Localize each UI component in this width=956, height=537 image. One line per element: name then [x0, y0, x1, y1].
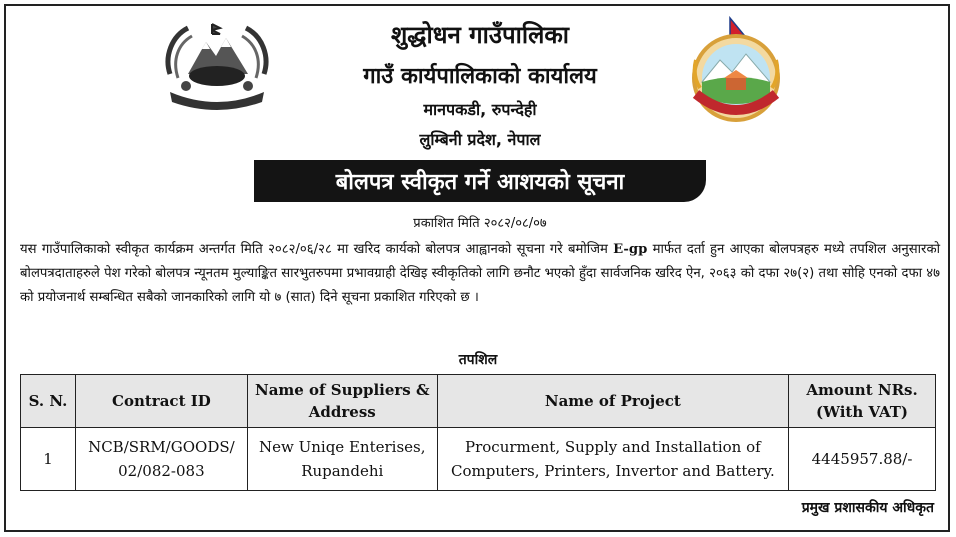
office-name: गाउँ कार्यपालिकाको कार्यालय — [363, 64, 597, 89]
notice-body-part2: मार्फत दर्ता हुन आएका बोलपत्रहरु मध्ये तपशिल अनुसारको बोलपत्रदाताहरुले पेश गरेको बोलपत्र न्यूनतम मुल्याङ्कित सारभुतरुपमा प्रभावग्राही देखिइ स्वीकृतिको लागि छनौट भएको हुँदा सार्वजनिक खरिद ऐन, २०६३ को दफा २७(२) तथा सोहि एनको दफा ४७ को प्रयोजनार्थ सम्बन्धित सबैको जानकारिको लागि यो ७ (सात) दिने सूचना प्रकाशित गरिएको छ । — [20, 242, 940, 305]
province-country: लुम्बिनी प्रदेश, नेपाल — [419, 130, 541, 149]
notice-body-part1: यस गाउँपालिकाको स्वीकृत कार्यक्रम अन्तर्गत मिति २०८२/०६/२८ मा खरिद कार्यको बोलपत्र आह्वानको सूचना गरे बमोजिम — [20, 242, 608, 257]
notice-title: बोलपत्र स्वीकृत गर्ने आशयको सूचना — [335, 170, 625, 195]
notice-body — [20, 238, 940, 310]
table-row — [21, 428, 936, 491]
details-title: तपशिल — [458, 352, 498, 368]
municipality-logo-icon — [686, 16, 786, 136]
col-amount: Amount NRs. (With VAT) — [789, 375, 936, 428]
office-address: मानपकडी, रुपन्देही — [423, 100, 537, 119]
municipality-name: शुद्धोधन गाउँपालिका — [390, 21, 569, 49]
cell-supplier: New Uniqe Enterises, Rupandehi — [247, 428, 437, 491]
nepal-government-emblem-icon — [158, 16, 276, 114]
published-date: प्रकाशित मिति २०८२/०८/०७ — [413, 216, 547, 231]
signatory-title: प्रमुख प्रशासकीय अधिकृत — [801, 500, 934, 516]
col-contract-id: Contract ID — [75, 375, 247, 428]
col-sn: S. N. — [21, 375, 76, 428]
notice-title-banner — [254, 160, 706, 202]
cell-amount: 4445957.88/- — [789, 428, 936, 491]
cell-sn: 1 — [21, 428, 76, 491]
table-header-row — [21, 375, 936, 428]
details-table — [20, 374, 936, 491]
col-project: Name of Project — [437, 375, 788, 428]
cell-contract-id: NCB/SRM/GOODS/ 02/082-083 — [75, 428, 247, 491]
col-supplier: Name of Suppliers & Address — [247, 375, 437, 428]
cell-project: Procurment, Supply and Installation of Computers, Printers, Invertor and Battery. — [437, 428, 788, 491]
notice-body-egp: E-gp — [613, 242, 648, 257]
